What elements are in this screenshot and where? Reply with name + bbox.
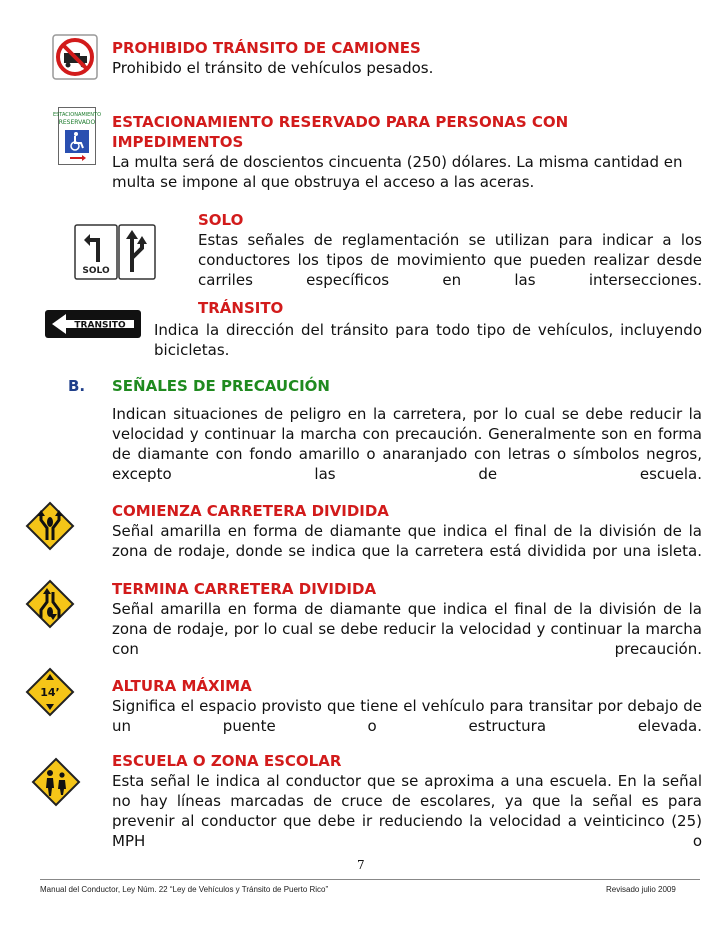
- section-text: Indican situaciones de peligro en la carretera, por lo cual se debe reducir la velocidad y continuar la marcha con precaución. Generalmente son en forma de diamante con fondo amarillo o anaranjado con letras o símbolos negros, excepto las de escuela.: [112, 405, 702, 483]
- camiones-text: Prohibido el tránsito de vehículos pesados.: [112, 59, 434, 77]
- section-heading: SEÑALES DE PRECAUCIÓN: [112, 377, 330, 395]
- handicap-parking-sign-icon: [52, 107, 102, 165]
- solo-title: SOLO: [198, 211, 244, 229]
- divided-highway-ends-sign-icon: [26, 580, 74, 628]
- one-way-transito-sign-icon: [44, 309, 142, 339]
- altura-text: Significa el espacio provisto que tiene el vehículo para transitar por debajo de un puente o estructura elevada.: [112, 697, 702, 735]
- footer-rule: [40, 879, 700, 880]
- straight-right-lane-sign-icon: [118, 224, 156, 280]
- no-trucks-sign-icon: [52, 34, 98, 80]
- comienza-title: COMIENZA CARRETERA DIVIDIDA: [112, 502, 389, 520]
- section-letter: B.: [68, 377, 86, 395]
- solo-text: Estas señales de reglamentación se utilizan para indicar a los conductores los tipos de movimiento que pueden realizar desde carriles específicos en las intersecciones.: [198, 231, 702, 289]
- estacionamiento-title: ESTACIONAMIENTO RESERVADO PARA PERSONAS CON IMPEDIMENTOS: [112, 113, 569, 151]
- transito-text: Indica la dirección del tránsito para todo tipo de vehículos, incluyendo bicicletas.: [154, 321, 702, 359]
- page-number: 7: [357, 858, 365, 872]
- transito-title: TRÁNSITO: [198, 299, 284, 317]
- camiones-title: PROHIBIDO TRÁNSITO DE CAMIONES: [112, 39, 421, 57]
- sign-text-solo: SOLO: [82, 266, 110, 276]
- escuela-text: Esta señal le indica al conductor que se aproxima a una escuela. En la señal no hay líneas marcadas de cruce de escolares, ya que la señal es para prevenir al conductor que debe ir reduciendo la velocidad a veinticinco (25) MPH o: [112, 772, 702, 850]
- comienza-text: Señal amarilla en forma de diamante que indica el final de la división de la zona de rodaje, donde se indica que la carretera está dividida por una isleta.: [112, 522, 702, 560]
- footer-right: Revisado julio 2009: [606, 885, 676, 894]
- footer-left: Manual del Conductor, Ley Núm. 22 “Ley de Vehículos y Tránsito de Puerto Rico”: [40, 885, 329, 894]
- solo-lane-sign-icon: [74, 224, 118, 280]
- divided-highway-begins-sign-icon: [26, 502, 74, 550]
- sign-text-reservado: RESERVADO: [58, 119, 96, 126]
- estacionamiento-text: La multa será de doscientos cincuenta (250) dólares. La misma cantidad en multa se impone al que obstruya el acceso a las aceras.: [112, 153, 683, 191]
- altura-title: ALTURA MÁXIMA: [112, 677, 252, 695]
- termina-text: Señal amarilla en forma de diamante que indica el final de la división de la zona de rodaje, por lo cual se debe reducir la velocidad y continuar la marcha con precaución.: [112, 600, 702, 658]
- sign-text-estacionamiento: ESTACIONAMIENTO: [52, 112, 102, 118]
- sign-text-height: 14’: [40, 686, 60, 699]
- escuela-title: ESCUELA O ZONA ESCOLAR: [112, 752, 342, 770]
- max-height-sign-icon: [26, 668, 74, 716]
- school-zone-sign-icon: [32, 758, 80, 806]
- termina-title: TERMINA CARRETERA DIVIDIDA: [112, 580, 377, 598]
- sign-text-transito: TRANSITO: [74, 320, 126, 331]
